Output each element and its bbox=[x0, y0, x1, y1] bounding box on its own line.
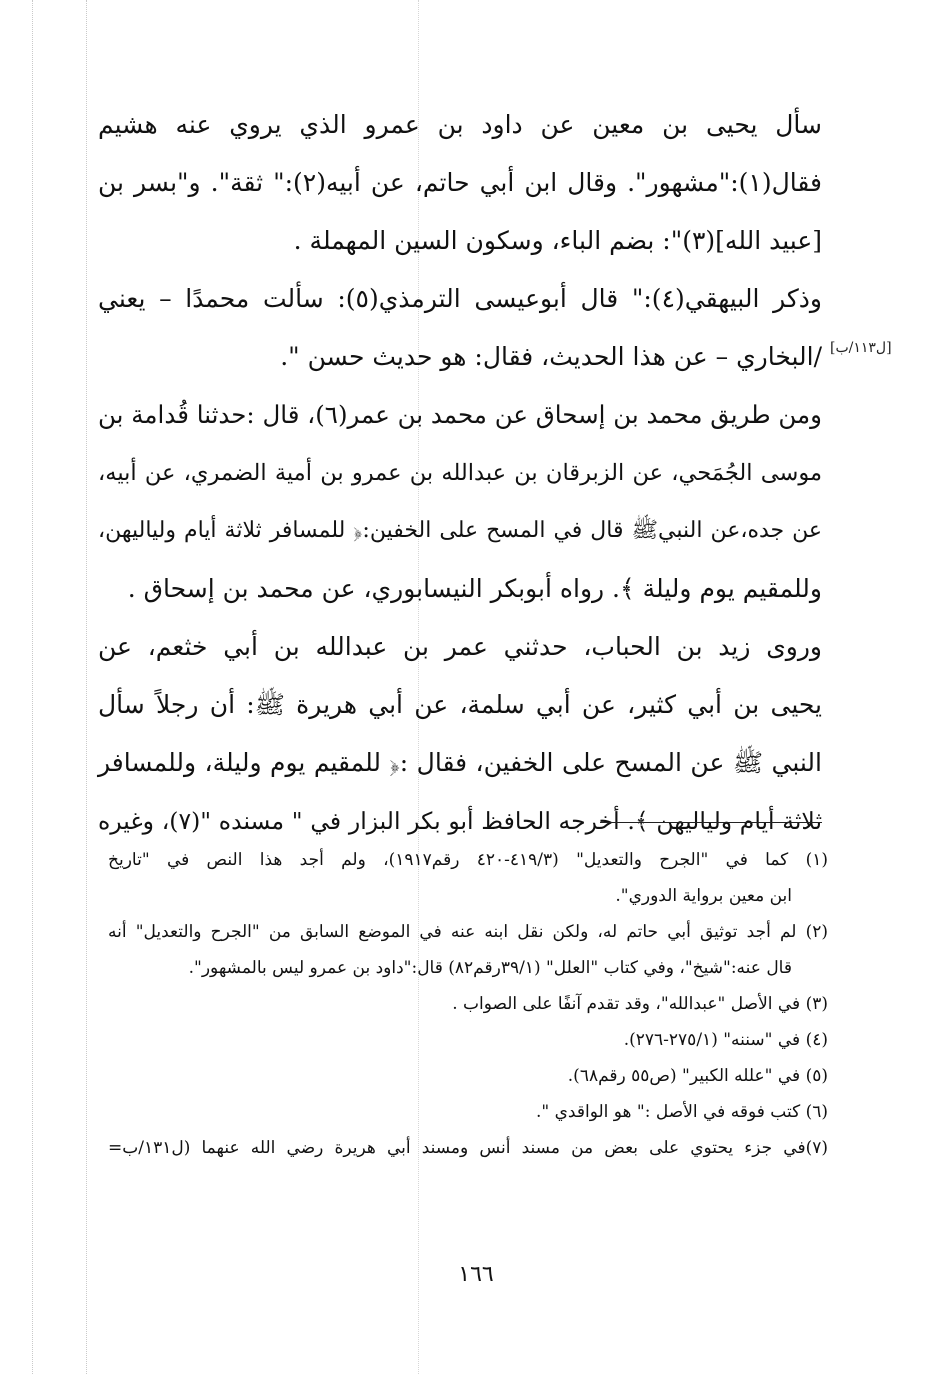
footnote-line: (٥) في "علله الكبير" (ص٥٥ رقم٦٨). bbox=[567, 1066, 828, 1086]
text-line: [عبيد الله](٣)": بضم الباء، وسكون السين المهملة . bbox=[293, 226, 822, 255]
footnote-separator bbox=[600, 822, 822, 823]
page-guide-line bbox=[86, 0, 87, 1374]
text-line: وذكر البيهقي(٤):" قال أبوعيسى الترمذي(٥): سألت محمدًا – يعني bbox=[98, 284, 822, 313]
footnote-line: (٧)في جزء يحتوي على بعض من مسند أنس ومسند أبي هريرة رضي الله عنهما (ل١٣١/ب= bbox=[108, 1138, 828, 1158]
text-line: يحيى بن أبي كثير، عن أبي سلمة، عن أبي هريرة ﷺ: أن رجلاً سأل bbox=[98, 690, 822, 719]
footnote-line: (٢) لم أجد توثيق أبي حاتم له، ولكن نقل ابنه عنه في الموضع السابق من "الجرح والتعديل" أنه bbox=[108, 922, 828, 942]
footnote-line: (٤) في "سننه" (٢٧٥/١-٢٧٦). bbox=[623, 1030, 828, 1050]
footnote-line: قال عنه:"شيخ"، وفي كتاب "العلل" (٣٩/١رقم٨٢) قال:"داود بن عمرو ليس بالمشهور". bbox=[188, 958, 792, 978]
text-line: ومن طريق محمد بن إسحاق عن محمد بن عمر(٦)، قال :حدثنا قُدامة بن bbox=[98, 400, 823, 429]
text-line: موسى الجُمَحي، عن الزبرقان بن عبدالله بن عمرو بن أمية الضمري، عن أبيه، bbox=[98, 460, 822, 486]
text-line: وروى زيد بن الحباب، حدثني عمر بن عبدالله بن أبي خثعم، عن bbox=[98, 632, 822, 661]
text-line: ثلاثة أيام ولياليهن ﴾. أخرجه الحافظ أبو بكر البزار في " مسنده "(٧)، وغيره bbox=[98, 807, 822, 835]
footnote-line: (٣) في الأصل "عبدالله"، وقد تقدم آنفًا على الصواب . bbox=[452, 994, 828, 1014]
text-line: /البخاري – عن هذا الحديث، فقال: هو حديث حسن ". bbox=[280, 342, 822, 371]
text-line: سأل يحيى بن معين عن داود بن عمرو الذي يروي عنه هشيم bbox=[98, 110, 822, 139]
main-text bbox=[98, 96, 822, 850]
footnote-line: (١) كما في "الجرح والتعديل" (٤١٩/٣-٤٢٠ رقم١٩١٧)، ولم أجد هذا النص في "تاريخ bbox=[108, 850, 828, 870]
text-line: النبي ﷺ عن المسح على الخفين، فقال :﴿ للمقيم يوم وليلة، وللمسافر bbox=[98, 748, 822, 777]
manuscript-folio-note: [ل١١٣/ب] bbox=[830, 340, 892, 356]
page-number: ١٦٦ bbox=[458, 1262, 494, 1287]
text-line: عن جده،عن النبيﷺ قال في المسح على الخفين:﴿ للمسافر ثلاثة أيام ولياليهن، bbox=[98, 518, 822, 543]
page-guide-line bbox=[32, 0, 33, 1374]
footnote-line: (٦) كتب فوقه في الأصل :" هو الواقدي ". bbox=[535, 1102, 828, 1122]
text-line: فقال(١):"مشهور". وقال ابن أبي حاتم، عن أبيه(٢):" ثقة". و"بسر بن bbox=[98, 168, 822, 197]
text-line: وللمقيم يوم وليلة ﴾. رواه أبوبكر النيسابوري، عن محمد بن إسحاق . bbox=[127, 574, 822, 603]
footnotes bbox=[108, 842, 828, 1166]
footnote-line: ابن معين برواية الدوري". bbox=[615, 886, 792, 906]
